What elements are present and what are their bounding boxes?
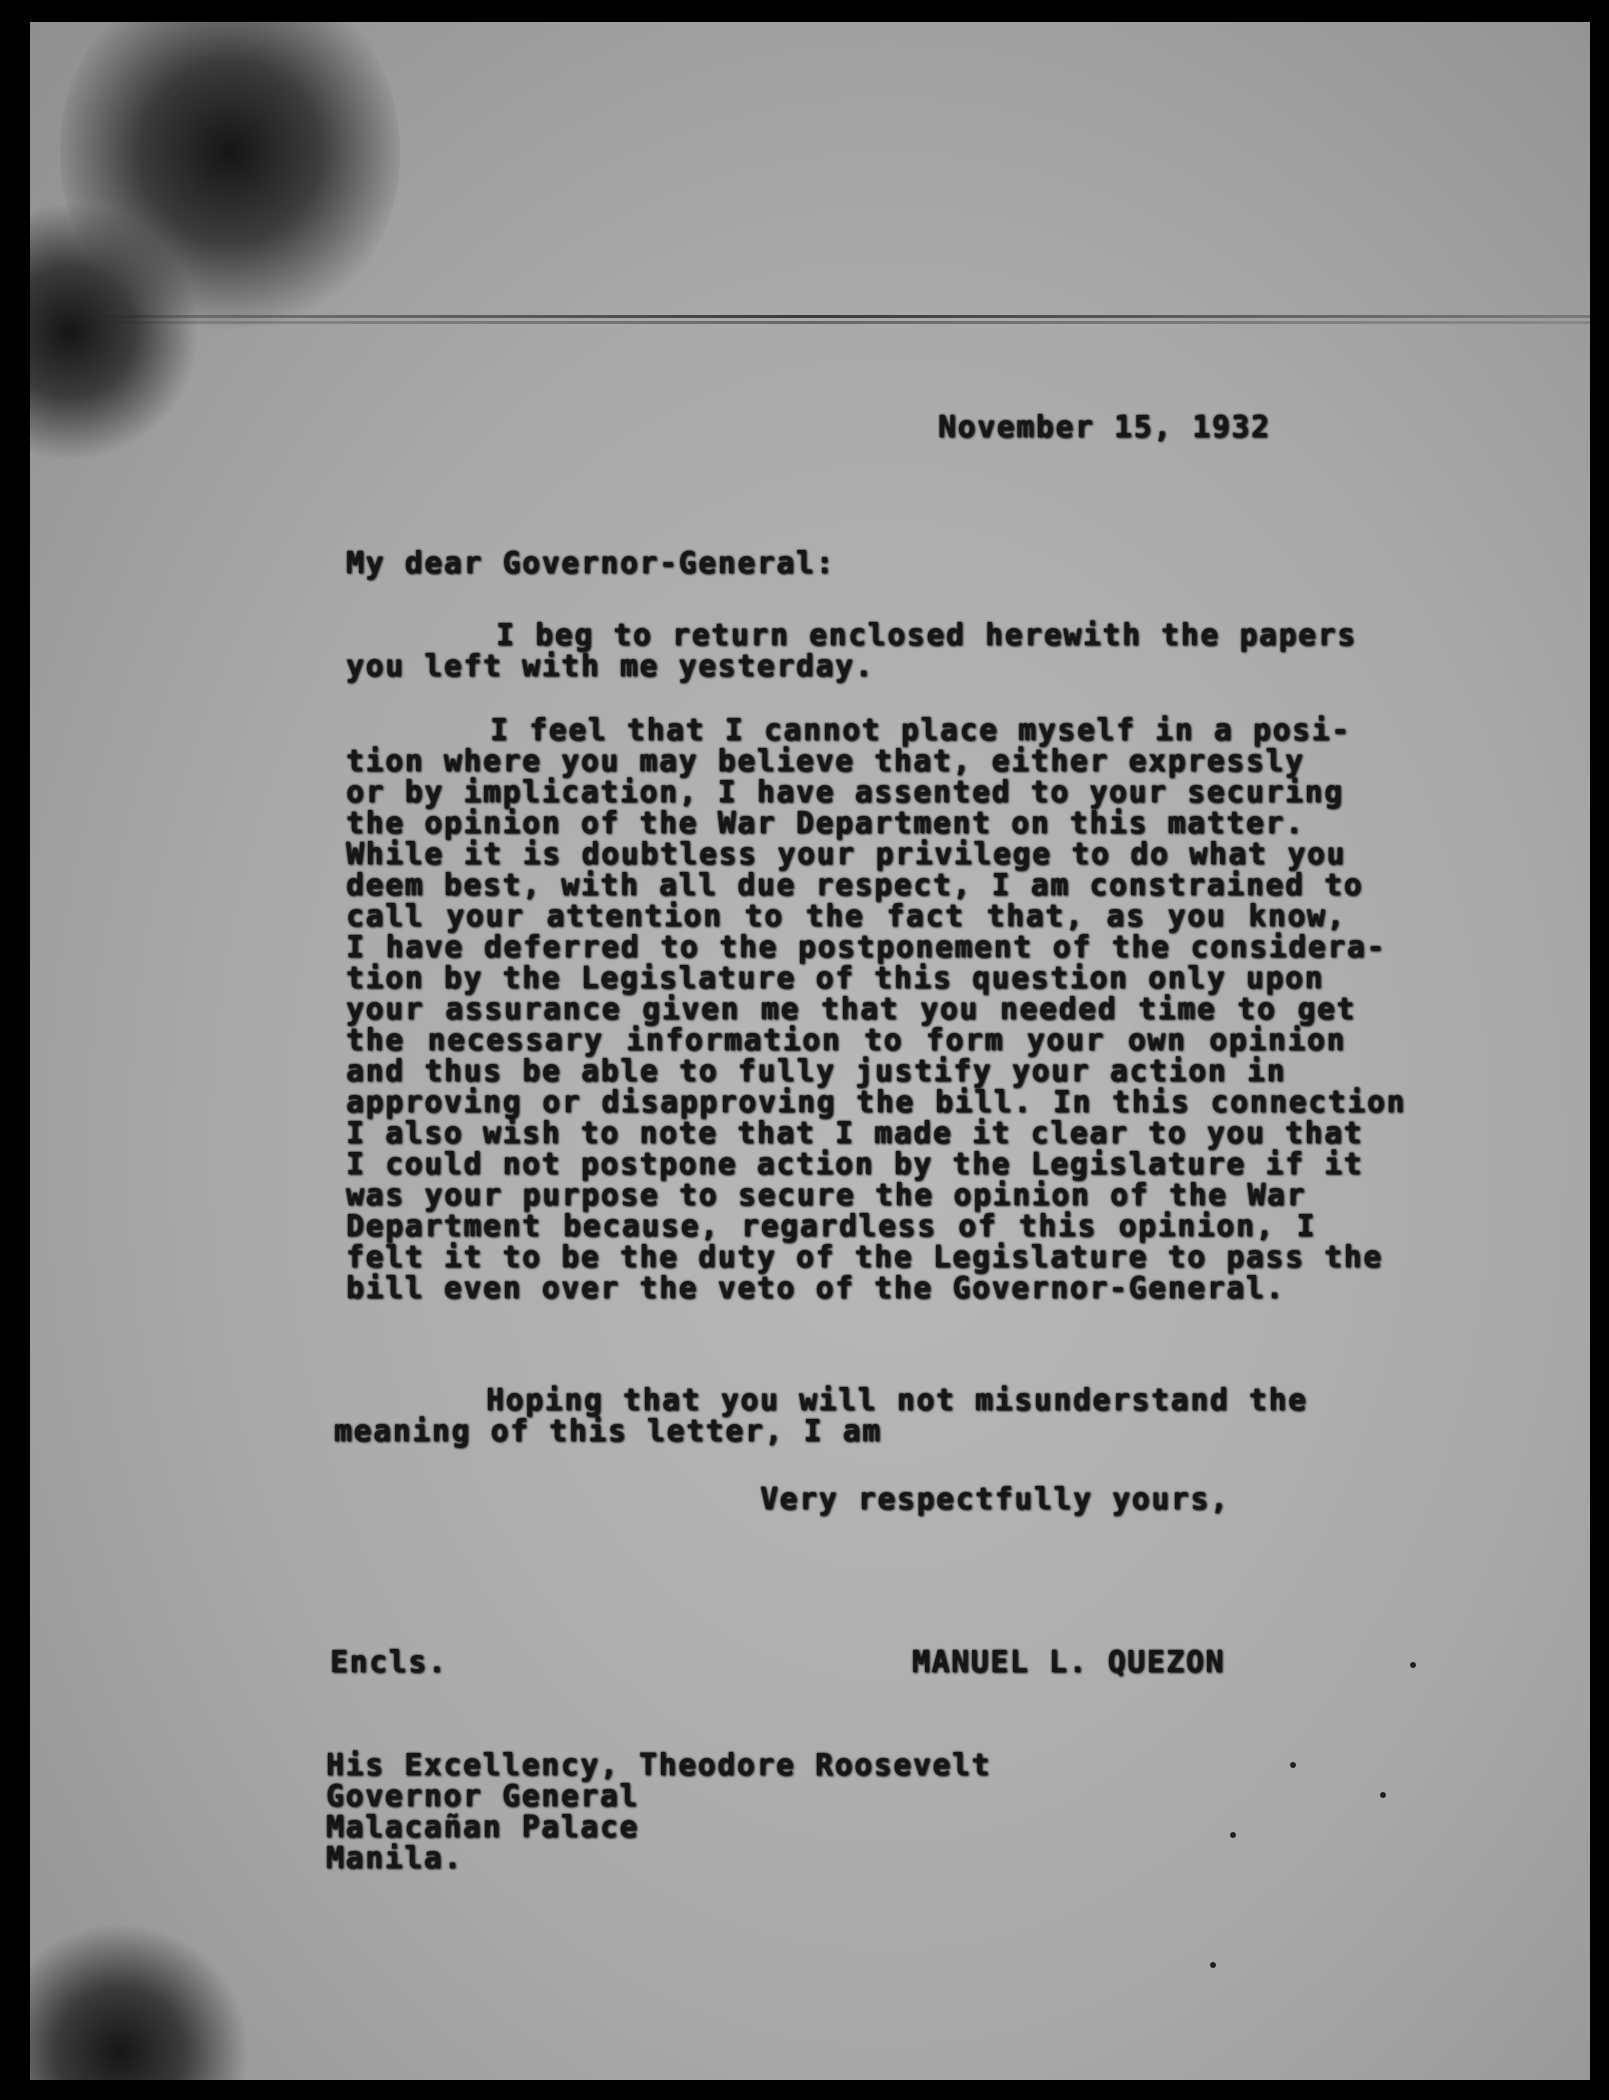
enclosure-note: Encls. xyxy=(330,1645,448,1680)
paragraph-2-line: I also wish to note that I made it clear to you that xyxy=(346,1116,1364,1151)
address-line: His Excellency, Theodore Roosevelt xyxy=(326,1748,992,1783)
paragraph-3-line: meaning of this letter, I am xyxy=(334,1414,882,1449)
address-line: Governor General xyxy=(326,1779,639,1814)
paragraph-2-line: the necessary information to form your own opinion xyxy=(346,1023,1346,1058)
paragraph-3-line: Hoping that you will not misunderstand the xyxy=(486,1383,1308,1418)
page-crease xyxy=(30,315,1590,318)
paragraph-2-line: or by implication, I have assented to your securing xyxy=(346,775,1344,810)
paragraph-2-line: I feel that I cannot place myself in a posi- xyxy=(490,713,1351,748)
complimentary-close: Very respectfully yours, xyxy=(760,1482,1230,1517)
signature-name: MANUEL L. QUEZON xyxy=(912,1645,1225,1680)
letter-date: November 15, 1932 xyxy=(938,410,1271,445)
speck xyxy=(1230,1832,1236,1838)
paragraph-2-line: felt it to be the duty of the Legislature to pass the xyxy=(346,1240,1383,1275)
paragraph-1-line: I beg to return enclosed herewith the papers xyxy=(496,618,1357,653)
address-line: Manila. xyxy=(326,1841,463,1876)
paragraph-2-line: bill even over the veto of the Governor-General. xyxy=(346,1271,1285,1306)
paragraph-2-line: I have deferred to the postponement of the considera- xyxy=(346,930,1386,965)
salutation: My dear Governor-General: xyxy=(346,546,836,581)
address-line: Malacañan Palace xyxy=(326,1810,639,1845)
ink-stain xyxy=(30,1922,250,2080)
paragraph-2-line: tion where you may believe that, either expressly xyxy=(346,744,1305,779)
paragraph-2-line: I could not postpone action by the Legislature if it xyxy=(346,1147,1364,1182)
speck xyxy=(1380,1792,1386,1798)
speck xyxy=(1210,1962,1216,1968)
paragraph-2-line: and thus be able to fully justify your action in xyxy=(346,1054,1286,1089)
paragraph-1-line: you left with me yesterday. xyxy=(346,649,875,684)
speck xyxy=(1410,1662,1416,1668)
paragraph-2-line: approving or disapproving the bill. In this connection xyxy=(346,1085,1406,1120)
paragraph-2-line: call your attention to the fact that, as you know, xyxy=(346,899,1346,934)
page-crease xyxy=(30,321,1590,324)
paragraph-2-line: the opinion of the War Department on this matter. xyxy=(346,806,1305,841)
paragraph-2-line: deem best, with all due respect, I am constrained to xyxy=(346,868,1364,903)
paragraph-2-line: tion by the Legislature of this question only upon xyxy=(346,961,1325,996)
speck xyxy=(1290,1762,1296,1768)
paragraph-2-line: Department because, regardless of this opinion, I xyxy=(346,1209,1316,1244)
paragraph-2-line: your assurance given me that you needed time to get xyxy=(346,992,1356,1027)
paragraph-2-line: While it is doubtless your privilege to do what you xyxy=(346,837,1346,872)
paragraph-2-line: was your purpose to secure the opinion of the War xyxy=(346,1178,1306,1213)
